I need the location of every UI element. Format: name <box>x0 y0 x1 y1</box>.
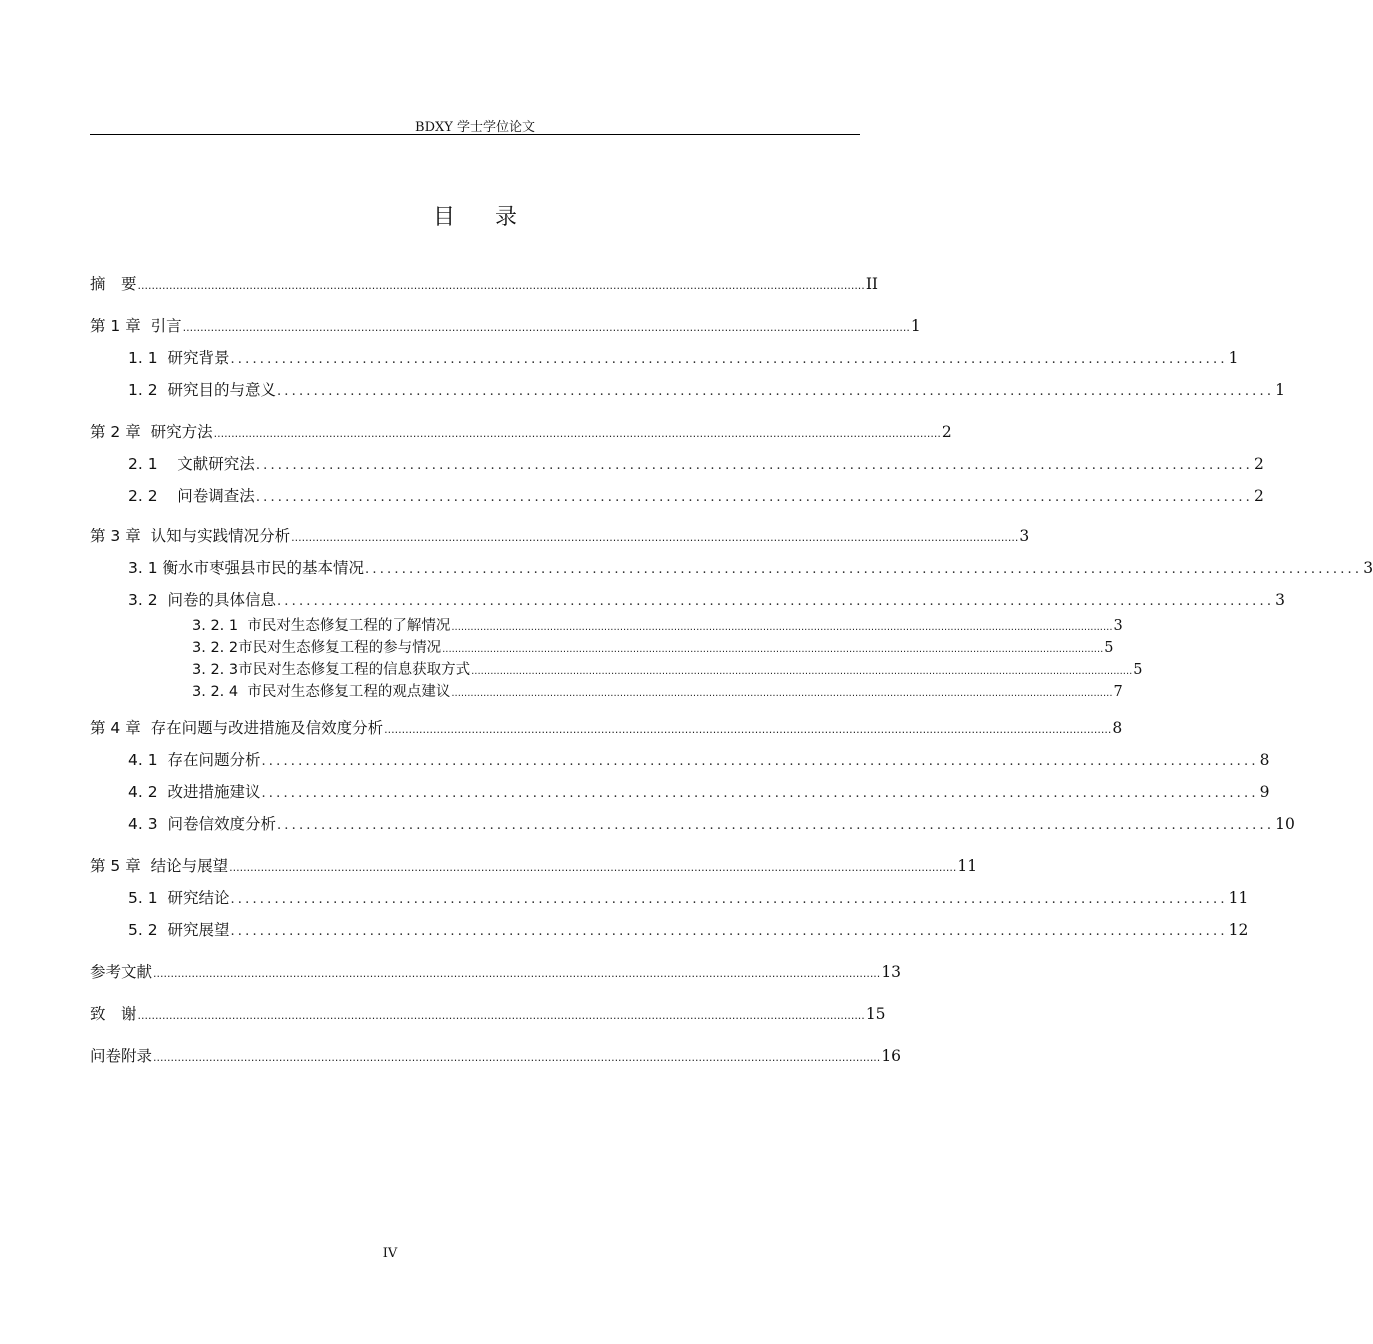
toc-entry-1-2[interactable] <box>128 378 1286 400</box>
toc-entry-label: 引言 <box>150 317 182 335</box>
toc-page-number: II <box>865 275 879 293</box>
toc-entry-label: 衡水市枣强县市民的基本情况 <box>162 559 365 577</box>
toc-page-number: 12 <box>1228 921 1249 939</box>
toc-entry-number: 3. 2 <box>128 591 158 609</box>
toc-entry-references[interactable] <box>90 960 902 982</box>
toc-entry-label: 认知与实践情况分析 <box>150 527 291 545</box>
toc-leader: ................................................................................................................................................................................................................ <box>137 279 865 292</box>
toc-page-number: 1 <box>1228 349 1239 367</box>
toc-entry-chapter-3[interactable] <box>90 524 1030 546</box>
toc-entry-number: 第 3 章 <box>90 527 141 545</box>
toc-entry-number: 2. 1 <box>128 455 158 473</box>
toc-entry-number: 4. 3 <box>128 815 158 833</box>
toc-leader: ................................................................................................................................................................................................................ <box>451 688 1113 699</box>
toc-entry-label: 市民对生态修复工程的观点建议 <box>247 684 451 700</box>
toc-entry-number: 4. 2 <box>128 783 158 801</box>
toc-page-number: 8 <box>1112 719 1123 737</box>
toc-leader: ........................................................................................................................................ <box>276 384 1275 399</box>
toc-entry-number: 第 4 章 <box>90 719 141 737</box>
toc-entry-label: 研究展望 <box>167 921 230 939</box>
toc-leader: ................................................................................................................................................................................................................ <box>137 1009 865 1022</box>
toc-entry-acknowledgements[interactable] <box>90 1002 886 1024</box>
toc-page-number: 11 <box>957 857 978 875</box>
toc-entry-label: 研究背景 <box>167 349 230 367</box>
toc-page-number: 9 <box>1259 783 1270 801</box>
toc-entry-3-2[interactable] <box>128 588 1286 610</box>
toc-entry-label: 市民对生态修复工程的信息获取方式 <box>238 662 471 678</box>
toc-leader: ................................................................................................................................................................................................................ <box>153 967 881 980</box>
toc-leader: ........................................................................................................................................ <box>230 924 1228 939</box>
toc-entry-number: 1. 1 <box>128 349 158 367</box>
toc-page-number: 3 <box>1113 618 1123 634</box>
toc-page-number: 10 <box>1275 815 1295 833</box>
toc-entry-number: 3. 2. 3 <box>192 662 239 678</box>
toc-entry-label: 问卷附录 <box>90 1047 153 1065</box>
toc-leader: ........................................................................................................................................ <box>276 594 1275 609</box>
toc-page-number: 3 <box>1363 559 1373 577</box>
toc-page-number: 15 <box>865 1005 886 1023</box>
toc-entry-label: 改进措施建议 <box>167 783 261 801</box>
toc-leader: ........................................................................................................................................ <box>230 352 1228 367</box>
toc-page-number: 1 <box>1275 381 1286 399</box>
toc-leader: ........................................................................................................................................ <box>261 786 1259 801</box>
toc-entry-number: 第 2 章 <box>90 423 141 441</box>
toc-entry-chapter-2[interactable] <box>90 420 952 442</box>
toc-leader: ........................................................................................................................................ <box>261 754 1259 769</box>
toc-entry-chapter-5[interactable] <box>90 854 978 876</box>
toc-leader: ................................................................................................................................................................................................................ <box>229 861 957 874</box>
toc-entry-label: 市民对生态修复工程的了解情况 <box>247 618 451 634</box>
toc-entry-label: 摘 要 <box>90 275 137 293</box>
toc-entry-1-1[interactable] <box>128 346 1239 368</box>
toc-entry-label: 存在问题分析 <box>167 751 261 769</box>
toc-leader: ........................................................................................................................................ <box>255 458 1254 473</box>
toc-entry-3-1[interactable] <box>128 556 1373 578</box>
toc-page-number: 2 <box>1254 455 1264 473</box>
toc-page-number: 8 <box>1259 751 1270 769</box>
toc-entry-label: 问卷调查法 <box>177 487 255 505</box>
toc-leader: ................................................................................................................................................................................................................ <box>182 321 910 334</box>
toc-page-number: 5 <box>1133 662 1143 678</box>
toc-entry-number: 4. 1 <box>128 751 158 769</box>
toc-page-number: 3 <box>1019 527 1030 545</box>
running-header: BDXY 学士学位论文 <box>90 116 860 135</box>
toc-entry-number: 3. 2. 4 <box>192 684 239 700</box>
toc-entry-5-1[interactable] <box>128 886 1249 908</box>
toc-entry-label: 存在问题与改进措施及信效度分析 <box>150 719 384 737</box>
toc-entry-chapter-4[interactable] <box>90 716 1123 738</box>
toc-page-number: 11 <box>1228 889 1249 907</box>
toc-leader: ........................................................................................................................................ <box>230 892 1228 907</box>
toc-entry-3-2-2[interactable] <box>192 636 1114 657</box>
page-number-footer: IV <box>382 1246 398 1261</box>
toc-leader: ................................................................................................................................................................................................................ <box>213 427 941 440</box>
toc-entry-4-3[interactable] <box>128 812 1295 834</box>
toc-entry-4-2[interactable] <box>128 780 1270 802</box>
toc-entry-label: 致 谢 <box>90 1005 137 1023</box>
toc-entry-label: 参考文献 <box>90 963 153 981</box>
toc-entry-label: 问卷信效度分析 <box>167 815 276 833</box>
toc-entry-label: 问卷的具体信息 <box>167 591 276 609</box>
toc-entry-2-2[interactable] <box>128 484 1264 506</box>
toc-entry-5-2[interactable] <box>128 918 1249 940</box>
toc-entry-label: 结论与展望 <box>150 857 229 875</box>
toc-entry-number: 3. 2. 2 <box>192 640 239 656</box>
toc-entry-label: 研究结论 <box>167 889 230 907</box>
toc-page-number: 5 <box>1104 640 1114 656</box>
toc-title: 目录 <box>432 205 557 230</box>
toc-entry-number: 1. 2 <box>128 381 158 399</box>
toc-entry-number: 5. 1 <box>128 889 158 907</box>
toc-entry-appendix[interactable] <box>90 1044 902 1066</box>
toc-page-number: 1 <box>910 317 921 335</box>
toc-entry-3-2-1[interactable] <box>192 614 1123 635</box>
toc-entry-number: 第 1 章 <box>90 317 141 335</box>
toc-leader: ........................................................................................................................................ <box>365 562 1363 577</box>
toc-entry-number: 第 5 章 <box>90 857 141 875</box>
toc-page-number: 13 <box>881 963 902 981</box>
toc-page-number: 2 <box>941 423 952 441</box>
toc-entry-label: 市民对生态修复工程的参与情况 <box>238 640 442 656</box>
toc-entry-label: 研究目的与意义 <box>167 381 276 399</box>
toc-entry-number: 5. 2 <box>128 921 158 939</box>
toc-leader: ................................................................................................................................................................................................................ <box>153 1051 881 1064</box>
toc-entry-number: 3. 2. 1 <box>192 618 239 634</box>
toc-leader: ................................................................................................................................................................................................................ <box>291 531 1019 544</box>
toc-leader: ................................................................................................................................................................................................................ <box>442 644 1104 655</box>
toc-entry-chapter-1[interactable] <box>90 314 921 336</box>
toc-leader: ................................................................................................................................................................................................................ <box>451 622 1113 633</box>
toc-entry-label: 文献研究法 <box>177 455 255 473</box>
toc-leader: ................................................................................................................................................................................................................ <box>384 723 1112 736</box>
toc-entry-abstract[interactable] <box>90 272 879 294</box>
toc-entry-number: 3. 1 <box>128 559 158 577</box>
toc-entry-3-2-3[interactable] <box>192 658 1143 679</box>
toc-page-number: 3 <box>1275 591 1286 609</box>
toc-entry-label: 研究方法 <box>150 423 213 441</box>
toc-leader: ........................................................................................................................................ <box>276 818 1275 833</box>
toc-page-number: 16 <box>881 1047 902 1065</box>
toc-entry-number: 2. 2 <box>128 487 158 505</box>
toc-page-number: 2 <box>1254 487 1264 505</box>
toc-leader: ........................................................................................................................................ <box>255 490 1254 505</box>
toc-page-number: 7 <box>1113 684 1123 700</box>
toc-leader: ................................................................................................................................................................................................................ <box>471 666 1133 677</box>
toc-entry-3-2-4[interactable] <box>192 680 1123 701</box>
toc-entry-4-1[interactable] <box>128 748 1270 770</box>
toc-entry-2-1[interactable] <box>128 452 1264 474</box>
